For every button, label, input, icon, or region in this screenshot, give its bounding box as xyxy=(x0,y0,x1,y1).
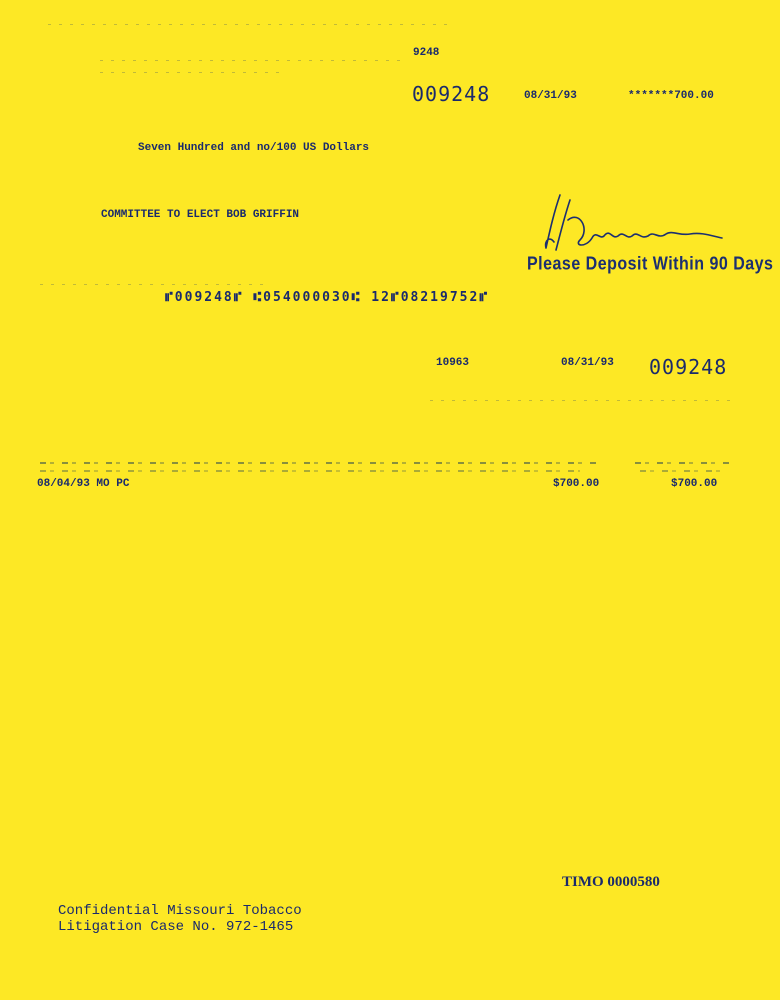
scan-artifact-line xyxy=(100,60,400,61)
line-item-description: 08/04/93 MO PC xyxy=(37,478,130,490)
scan-artifact-line xyxy=(430,400,730,401)
stub-header-smear xyxy=(40,462,600,464)
payee-name: COMMITTEE TO ELECT BOB GRIFFIN xyxy=(101,209,300,221)
check-number: 009248 xyxy=(412,82,491,106)
line-item-total: $700.00 xyxy=(671,478,718,490)
check-amount: *******700.00 xyxy=(628,90,714,102)
stub-check-number: 009248 xyxy=(649,355,728,379)
stub-header-smear xyxy=(635,462,730,464)
stub-header-smear xyxy=(40,470,580,472)
scan-artifact-line xyxy=(100,72,280,73)
stub-header-smear xyxy=(640,470,725,472)
check-date: 08/31/93 xyxy=(524,90,577,102)
deposit-stamp: Please Deposit Within 90 Days xyxy=(527,254,774,275)
scan-artifact-line xyxy=(40,284,270,285)
bates-number: TIMO 0000580 xyxy=(562,874,660,890)
scan-artifact-line xyxy=(48,24,448,25)
stub-date: 08/31/93 xyxy=(561,357,614,369)
confidential-line-1: Confidential Missouri Tobacco xyxy=(58,903,302,919)
confidential-line-2: Litigation Case No. 972-1465 xyxy=(58,919,294,935)
line-item-amount: $700.00 xyxy=(553,478,600,490)
stub-vendor-id: 10963 xyxy=(436,357,470,369)
amount-in-words: Seven Hundred and no/100 US Dollars xyxy=(138,142,370,154)
signature xyxy=(540,190,730,260)
micr-line: ⑈009248⑈ ⑆054000030⑆ 12⑈08219752⑈ xyxy=(165,290,490,305)
check-top-number: 9248 xyxy=(413,47,440,59)
